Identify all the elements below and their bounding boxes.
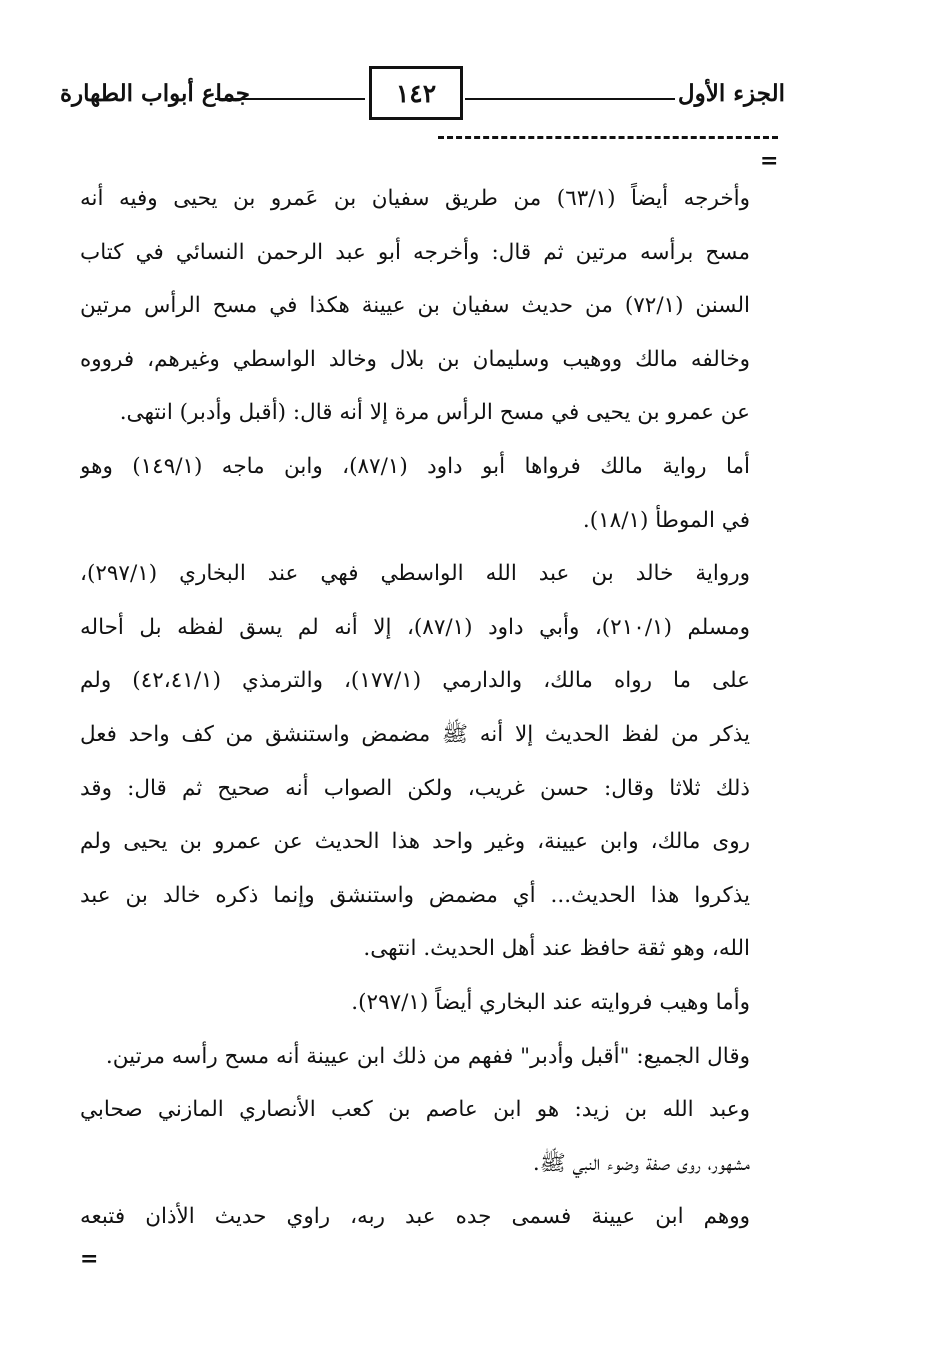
- header-rule: [465, 98, 675, 100]
- page-header: [40, 66, 785, 126]
- text-line: ورواية خالد بن عبد الله الواسطي فهي عند البخاري (٢٩٧/١)،: [80, 561, 750, 587]
- text-line: أما رواية مالك فرواها أبو داود (٨٧/١)، وابن ماجه (١٤٩/١) وهو: [80, 453, 750, 479]
- text-line: ومسلم (٢١٠/١)، وأبي داود (٨٧/١)، إلا أنه لم يسق لفظه بل أحاله: [80, 614, 750, 640]
- text-line: عن عمرو بن يحيى في مسح الرأس مرة إلا أنه قال: (أقبل وأدبر) انتهى.: [119, 400, 750, 426]
- section-title: جماع أبواب الطهارة: [60, 80, 251, 107]
- text-line: السنن (٧٢/١) من حديث سفيان بن عيينة هكذا في مسح الرأس مرتين: [80, 293, 750, 319]
- text-line: في الموطأ (١٨/١).: [582, 507, 750, 533]
- dashed-separator: [438, 136, 778, 139]
- text-line: على ما رواه مالك، والدارمي (١٧٧/١)، والترمذي (٤٢،٤١/١) ولم: [80, 668, 750, 694]
- text-line: مسح برأسه مرتين ثم قال: وأخرجه أبو عبد الرحمن النسائي في كتاب: [80, 239, 750, 265]
- text-line: مشهور، روى صفة وضوء النبي ﷺ.: [532, 1150, 750, 1176]
- text-line: وأخرجه أيضاً (٦٣/١) من طريق سفيان بن عَمرو بن يحيى وفيه أنه: [80, 186, 750, 211]
- volume-label: الجزء الأول: [677, 80, 785, 107]
- text-line: وقال الجميع: "أقبل وأدبر" ففهم من ذلك ابن عيينة أنه مسح رأسه مرتين.: [105, 1043, 750, 1069]
- text-line: ووهم ابن عيينة فسمى جده عبد ربه، راوي حديث الأذان فتبعه: [80, 1204, 750, 1230]
- continuation-mark: =: [80, 1246, 99, 1272]
- page-number: ١٤٢: [395, 78, 437, 108]
- text-line: ذلك ثلاثا وقال: حسن غريب، ولكن الصواب أنه صحيح ثم قال: وقد: [80, 775, 750, 801]
- text-line: يذكر من لفظ الحديث إلا أنه ﷺ مضمض واستنشق من كف واحد فعل: [80, 721, 750, 747]
- text-line: يذكروا هذا الحديث... أي مضمض واستنشق وإنما ذكره خالد بن عبد: [80, 882, 750, 908]
- text-line: روى مالك، وابن عيينة، وغير واحد هذا الحديث عن عمرو بن يحيى ولم: [80, 829, 750, 855]
- page-number-box: [369, 66, 463, 120]
- text-line: وأما وهيب فروايته عند البخاري أيضاً (٢٩٧/١).: [351, 989, 750, 1015]
- text-line: الله، وهو ثقة حافظ عند أهل الحديث. انتهى.: [363, 936, 750, 962]
- text-line: وعبد الله بن زيد: هو ابن عاصم بن كعب الأنصاري المازني صحابي: [80, 1097, 750, 1123]
- body-text: [80, 172, 750, 1244]
- continuation-mark: =: [760, 148, 779, 174]
- text-line: وخالفه مالك ووهيب وسليمان بن بلال وخالد الواسطي وغيرهم، فرووه: [80, 346, 750, 372]
